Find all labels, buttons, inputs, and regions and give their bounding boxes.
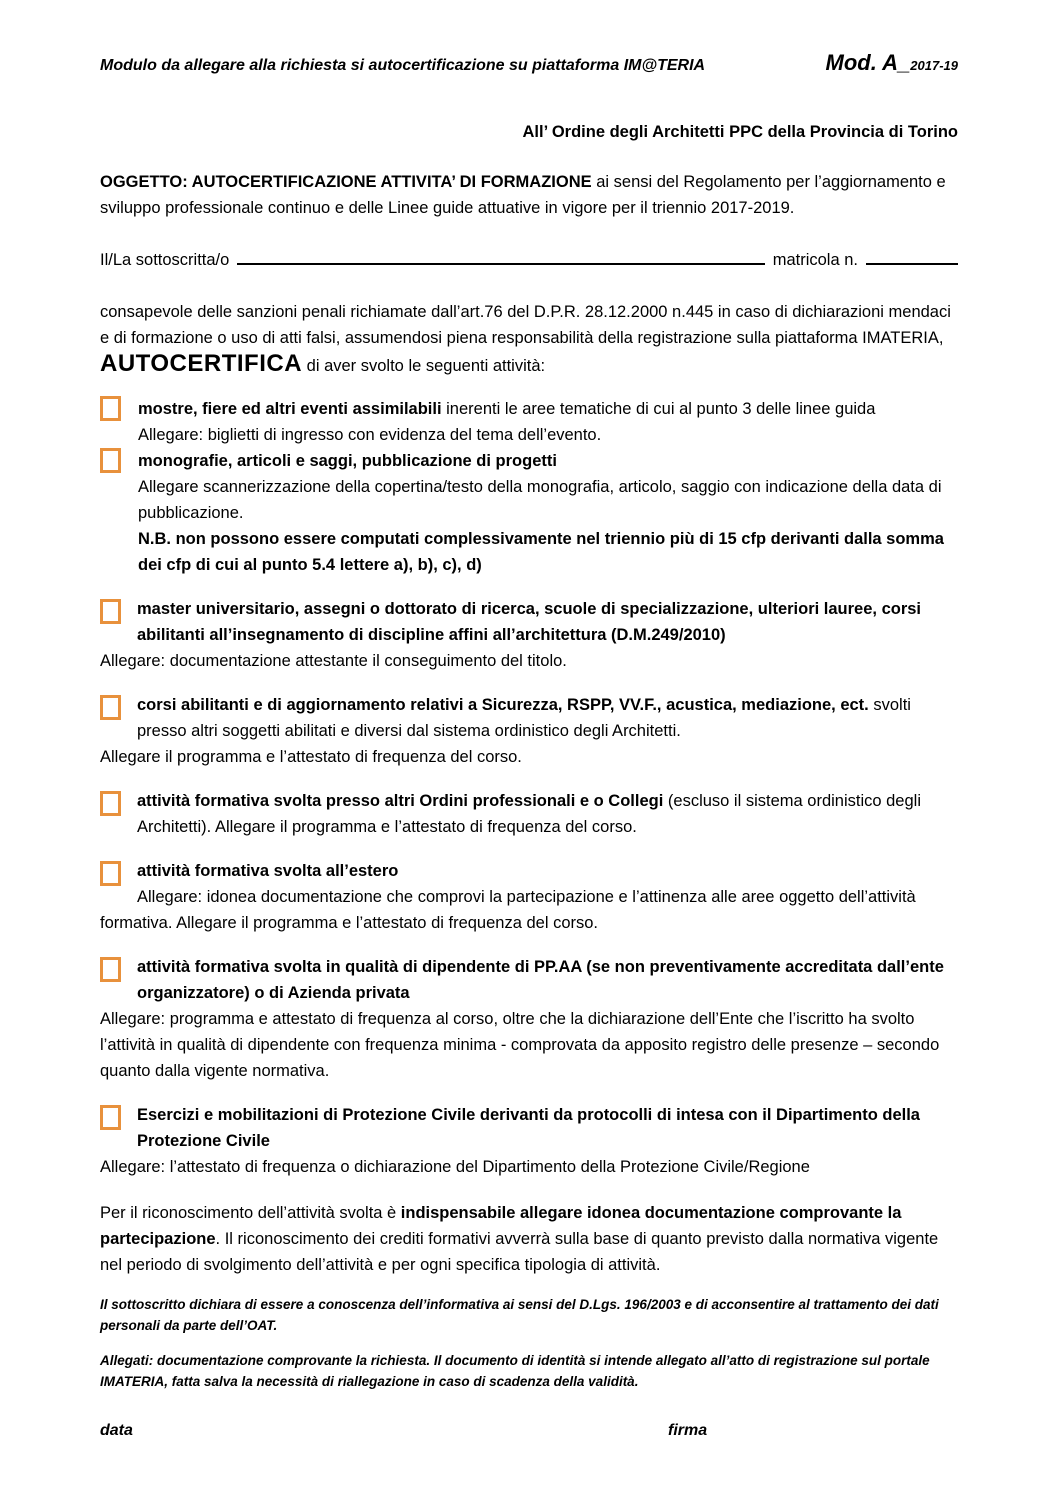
checklist-item-altri-ordini [100, 788, 958, 840]
checkbox-dipendente[interactable] [100, 957, 121, 982]
preamble-paragraph [100, 299, 958, 379]
item-title: corsi abilitanti e di aggiornamento relativi a Sicurezza, RSPP, VV.F., acustica, mediazione, ect. [137, 695, 869, 714]
signature-row [100, 1418, 958, 1448]
matricola-field[interactable] [866, 243, 958, 265]
item-detail: Allegare: documentazione attestante il conseguimento del titolo. [100, 651, 567, 670]
checkbox-mostre[interactable] [100, 396, 121, 421]
declarant-label: Il/La sottoscritta/o [100, 251, 230, 269]
checklist-item-master [100, 596, 958, 674]
privacy-note: Il sottoscritto dichiara di essere a conoscenza dell’informativa ai sensi del D.Lgs. 196/2003 e di acconsentire al trattamento dei dati personali da parte dell’OAT. [100, 1297, 939, 1333]
module-code: Mod. A_2017-19 [825, 50, 958, 75]
autocertifica-word: AUTOCERTIFICA [100, 350, 303, 377]
item-title: mostre, fiere ed altri eventi assimilabili [138, 399, 442, 418]
closing-after: . Il riconoscimento dei crediti formativi avverrà sulla base di quanto previsto dalla normativa vigente nel periodo di svolgimento dell’attività e per ogni specifica tipologia di attività. [100, 1229, 939, 1274]
activity-checklist [100, 396, 958, 1180]
declarant-line [100, 243, 958, 273]
module-year: 2017-19 [910, 58, 958, 73]
closing-bold: indispensabile allegare idonea documentazione comprovante la partecipazione [100, 1203, 902, 1248]
checklist-item-dipendente [100, 954, 958, 1084]
checklist-item-mostre [100, 396, 958, 448]
item-detail: Allegare scannerizzazione della copertina/testo della monografia, articolo, saggio con indicazione della data di pubblicazione. [138, 477, 942, 522]
item-rest: svolti presso altri soggetti abilitati e diversi dal sistema ordinistico degli Architetti. [137, 695, 911, 740]
declarant-name-field[interactable] [237, 243, 764, 265]
date-label: data [100, 1421, 133, 1439]
item-rest: (escluso il sistema ordinistico degli Architetti). Allegare il programma e l’attestato di frequenza del corso. [137, 791, 921, 836]
checklist-item-monografie [100, 448, 958, 578]
closing-paragraph [100, 1200, 958, 1278]
item-title: attività formativa svolta in qualità di dipendente di PP.AA (se non preventivamente accreditata dall’ente organizzatore) o di Azienda privata [137, 957, 944, 1002]
closing-before: Per il riconoscimento dell’attività svolta è [100, 1203, 401, 1222]
header-title: Modulo da allegare alla richiesta si autocertificazione su piattaforma IM@TERIA [100, 57, 706, 74]
checklist-item-protezione-civile [100, 1102, 958, 1180]
item-title: attività formativa svolta all’estero [137, 861, 399, 880]
item-rest: inerenti le aree tematiche di cui al punto 3 delle linee guida [441, 399, 876, 418]
checklist-item-estero [100, 858, 958, 936]
checklist-item-corsi-abilitanti [100, 692, 958, 770]
item-detail: Allegare: programma e attestato di frequenza al corso, oltre che la dichiarazione dell’Ente che l’iscritto ha svolto l’attività in qualità di dipendente con frequenza minima - comprovata da apposito registro delle presenze – secondo quanto dalla vigente normativa. [100, 1009, 940, 1080]
checkbox-protezione-civile[interactable] [100, 1105, 121, 1130]
checkbox-master[interactable] [100, 599, 121, 624]
preamble-after: di aver svolto le seguenti attività: [302, 357, 546, 375]
item-detail: Allegare: l’attestato di frequenza o dichiarazione del Dipartimento della Protezione Civile/Regione [100, 1157, 810, 1176]
checkbox-monografie[interactable] [100, 448, 121, 473]
checkbox-altri-ordini[interactable] [100, 791, 121, 816]
addressee-line: All’ Ordine degli Architetti PPC della Provincia di Torino [522, 123, 958, 141]
checkbox-estero[interactable] [100, 861, 121, 886]
item-title: master universitario, assegni o dottorato di ricerca, scuole di specializzazione, ulteriori lauree, corsi abilitanti all’insegnamento di discipline affini all’architettura (D.M.249/2010) [137, 599, 922, 644]
item-title: attività formativa svolta presso altri Ordini professionali e o Collegi [137, 791, 664, 810]
attachments-note: Allegati: documentazione comprovante la richiesta. Il documento di identità si intende allegato all’atto di registrazione sul portale IMATERIA, fatta salva la necessità di riallegazione in caso di scadenza della validità. [100, 1352, 930, 1389]
item-title: Esercizi e mobilitazioni di Protezione Civile derivanti da protocolli di intesa con il Dipartimento della Protezione Civile [137, 1105, 920, 1150]
item-detail: Allegare: biglietti di ingresso con evidenza del tema dell’evento. [138, 425, 602, 444]
item-detail: Allegare il programma e l’attestato di frequenza del corso. [100, 747, 522, 766]
item-note: N.B. non possono essere computati complessivamente nel triennio più di 15 cfp derivanti dalla somma dei cfp di cui al punto 5.4 lettere a), b), c), d) [138, 529, 944, 574]
page-header [100, 50, 958, 79]
checkbox-corsi-abilitanti[interactable] [100, 695, 121, 720]
preamble-before: consapevole delle sanzioni penali richiamate dall’art.76 del D.P.R. 28.12.2000 n.445 in caso di dichiarazioni mendaci e di formazione o uso di atti falsi, assumendosi piena responsabilità della registrazione sulla piattaforma IMATERIA, [100, 303, 951, 347]
item-detail: Allegare: idonea documentazione che comprovi la partecipazione e l’attinenza alle aree oggetto dell’attività formativa. Allegare il programma e l’attestato di frequenza del corso. [100, 887, 916, 932]
subject-paragraph [100, 169, 958, 221]
subject-rest: ai sensi del Regolamento per l’aggiornamento e sviluppo professionale continuo e delle Linee guide attuative in vigore per il triennio 2017-2019. [100, 173, 946, 217]
matricola-label: matricola n. [772, 251, 858, 269]
subject-bold: OGGETTO: AUTOCERTIFICAZIONE ATTIVITA’ DI FORMAZIONE [100, 173, 592, 191]
signature-label: firma [668, 1421, 708, 1439]
item-title: monografie, articoli e saggi, pubblicazione di progetti [138, 451, 557, 470]
